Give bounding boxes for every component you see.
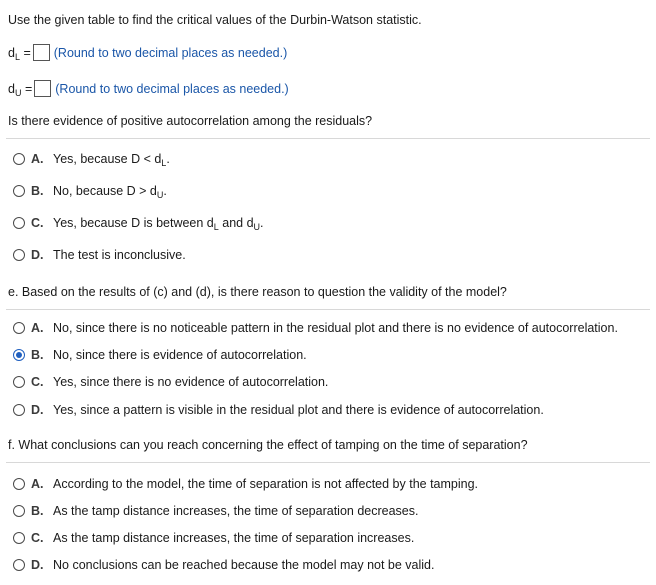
- du-hint: (Round to two decimal places as needed.): [55, 82, 289, 96]
- autocorr-radio-b[interactable]: [13, 185, 25, 197]
- divider: [6, 138, 650, 139]
- dl-symbol: d: [8, 46, 15, 60]
- dl-row: [8, 44, 287, 61]
- dl-hint: (Round to two decimal places as needed.): [53, 46, 288, 60]
- f-option-c[interactable]: C. As the tamp distance increases, the time of separation increases.: [31, 531, 415, 545]
- divider: [6, 309, 650, 310]
- e-option-a[interactable]: A. No, since there is no noticeable pattern in the residual plot and there is no evidence of autocorrelation.: [31, 321, 618, 335]
- e-radio-c[interactable]: [13, 376, 25, 388]
- f-option-a[interactable]: A. According to the model, the time of separation is not affected by the tamping.: [31, 477, 479, 491]
- f-option-b[interactable]: B. As the tamp distance increases, the time of separation decreases.: [31, 504, 419, 518]
- e-option-d[interactable]: D. Yes, since a pattern is visible in the residual plot and there is evidence of autocorrelation.: [31, 403, 544, 417]
- dl-equals: =: [23, 46, 31, 60]
- autocorr-option-d[interactable]: D. The test is inconclusive.: [31, 248, 186, 262]
- autocorr-option-a[interactable]: A. Yes, because $D < d_L$.: [31, 152, 170, 168]
- e-option-c[interactable]: C. Yes, since there is no evidence of autocorrelation.: [31, 375, 329, 389]
- e-radio-d[interactable]: [13, 404, 25, 416]
- autocorr-question: Is there evidence of positive autocorrelation among the residuals?: [8, 114, 373, 128]
- e-radio-b-selected[interactable]: [13, 349, 25, 361]
- autocorr-radio-a[interactable]: [13, 153, 25, 165]
- part-f-question: f. What conclusions can you reach concerning the effect of tamping on the time of separation?: [8, 438, 528, 452]
- f-radio-c[interactable]: [13, 532, 25, 544]
- f-radio-d[interactable]: [13, 559, 25, 571]
- part-e-question: e. Based on the results of (c) and (d), is there reason to question the validity of the model?: [8, 285, 507, 299]
- du-input[interactable]: [34, 80, 51, 97]
- autocorr-radio-c[interactable]: [13, 217, 25, 229]
- e-option-b[interactable]: B. No, since there is evidence of autocorrelation.: [31, 348, 307, 362]
- e-radio-a[interactable]: [13, 322, 25, 334]
- dl-sub: L: [14, 52, 20, 62]
- f-radio-b[interactable]: [13, 505, 25, 517]
- divider: [6, 462, 650, 463]
- du-sub: U: [14, 88, 22, 98]
- du-equals: =: [24, 82, 33, 96]
- du-symbol: d: [8, 82, 15, 96]
- autocorr-radio-d[interactable]: [13, 249, 25, 261]
- intro-text: Use the given table to find the critical values of the Durbin-Watson statistic.: [8, 13, 422, 27]
- autocorr-option-b[interactable]: B. No, because $D > d_U$.: [31, 184, 167, 200]
- f-radio-a[interactable]: [13, 478, 25, 490]
- dl-input[interactable]: [33, 44, 50, 61]
- f-option-d[interactable]: D. No conclusions can be reached because the model may not be valid.: [31, 558, 435, 572]
- autocorr-option-c[interactable]: C. Yes, because D is between $d_L$ and $d_U$.: [31, 216, 264, 232]
- du-row: [8, 80, 289, 97]
